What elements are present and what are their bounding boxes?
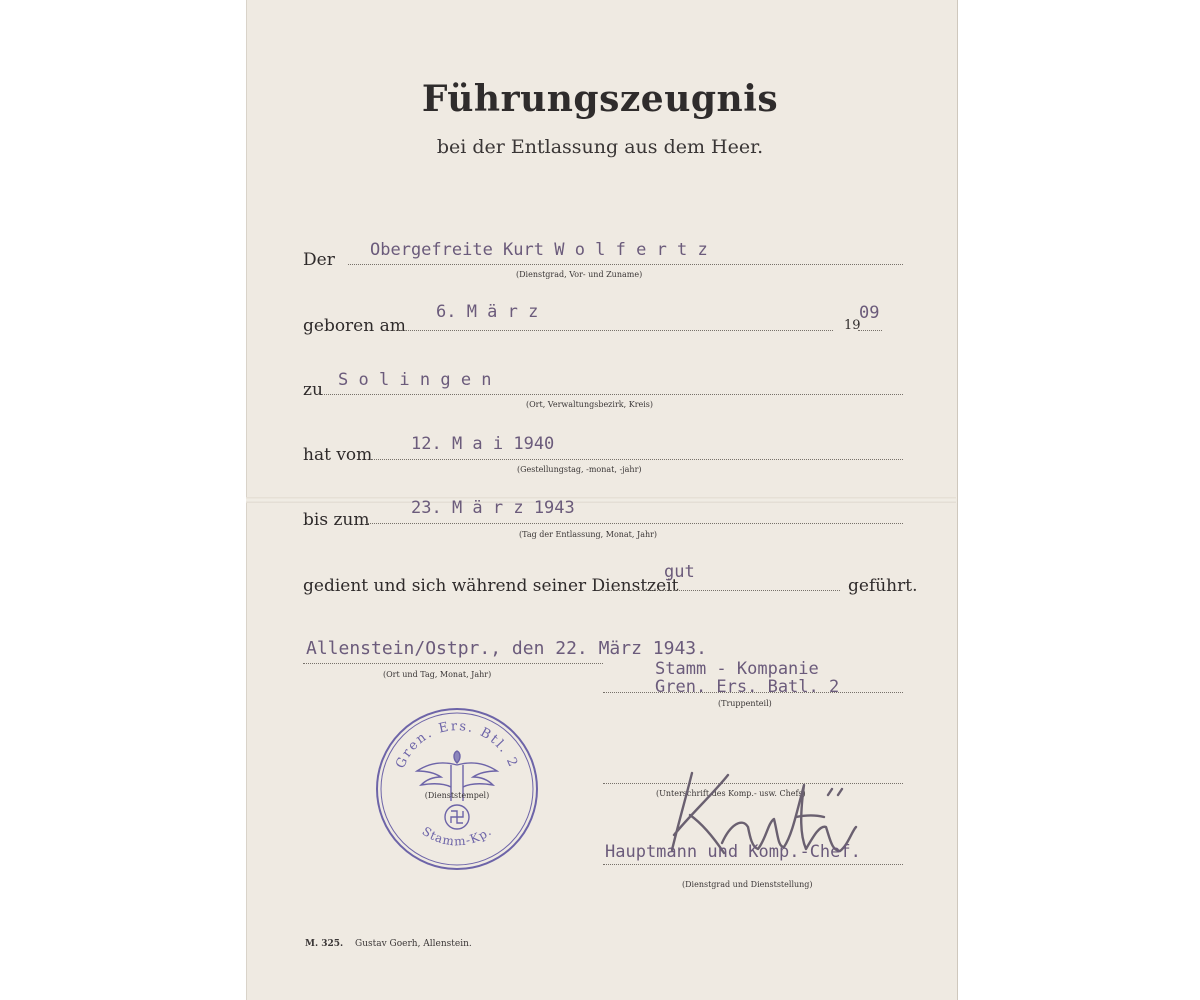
footer-form-number: M. 325. <box>305 939 344 949</box>
year-prefix: 19 <box>844 318 861 333</box>
eagle-emblem-icon <box>417 751 497 829</box>
unit-line-2: Gren. Ers. Batl. 2 <box>655 677 840 697</box>
conduct-label: gedient und sich während seiner Dienstzeit <box>303 576 679 596</box>
born-value: 6. M ä r z <box>436 302 539 322</box>
year-line <box>858 330 882 331</box>
conduct-value: gut <box>664 562 695 582</box>
document-title: Führungszeugnis <box>421 78 779 120</box>
paper-fold <box>246 497 956 503</box>
place-caption: (Ort, Verwaltungsbezirk, Kreis) <box>526 400 654 409</box>
place-line <box>322 394 903 395</box>
from-line <box>370 459 903 460</box>
name-value: Obergefreite Kurt W o l f e r t z <box>370 240 708 260</box>
rank-caption: (Dienstgrad und Dienststellung) <box>682 880 813 889</box>
from-value: 12. M a i 1940 <box>411 434 555 454</box>
place-label: zu <box>303 380 323 400</box>
signature-caption: (Unterschrift des Komp.- usw. Chefs) <box>656 789 806 798</box>
footer-printer: Gustav Goerh, Allenstein. <box>355 939 472 949</box>
rank-line <box>603 864 903 865</box>
location-date-value: Allenstein/Ostpr., den 22. März 1943. <box>306 638 707 659</box>
born-label: geboren am <box>303 316 406 336</box>
from-caption: (Gestellungstag, -monat, -jahr) <box>517 465 642 474</box>
to-value: 23. M ä r z 1943 <box>411 498 575 518</box>
stamp-center-label: (Dienststempel) <box>424 791 490 800</box>
born-line <box>393 330 833 331</box>
from-label: hat vom <box>303 445 373 465</box>
unit-line-1: Stamm - Kompanie <box>655 659 819 679</box>
place-value: S o l i n g e n <box>338 370 492 390</box>
rank-value: Hauptmann und Komp.-Chef. <box>605 842 861 862</box>
svg-text:Stamm-Kp. <box>420 824 495 849</box>
name-line <box>348 264 903 265</box>
conduct-suffix: geführt. <box>848 576 918 596</box>
location-date-caption: (Ort und Tag, Monat, Jahr) <box>383 670 492 679</box>
to-label: bis zum <box>303 510 370 530</box>
stamp-ring-text-bottom: Stamm-Kp. <box>419 823 495 849</box>
location-date-line <box>303 663 603 664</box>
name-caption: (Dienstgrad, Vor- und Zuname) <box>516 270 643 279</box>
year-suffix: 09 <box>859 303 880 323</box>
der-label: Der <box>303 250 335 270</box>
official-stamp <box>373 705 541 873</box>
document-subtitle: bei der Entlassung aus dem Heer. <box>436 136 764 158</box>
to-line <box>366 523 903 524</box>
unit-line <box>603 692 903 693</box>
stamp-ring-text-top: Gren. Ers. Btl. 2 <box>393 719 521 771</box>
unit-caption: (Truppenteil) <box>718 699 772 708</box>
to-caption: (Tag der Entlassung, Monat, Jahr) <box>519 530 658 539</box>
conduct-line <box>602 590 840 591</box>
